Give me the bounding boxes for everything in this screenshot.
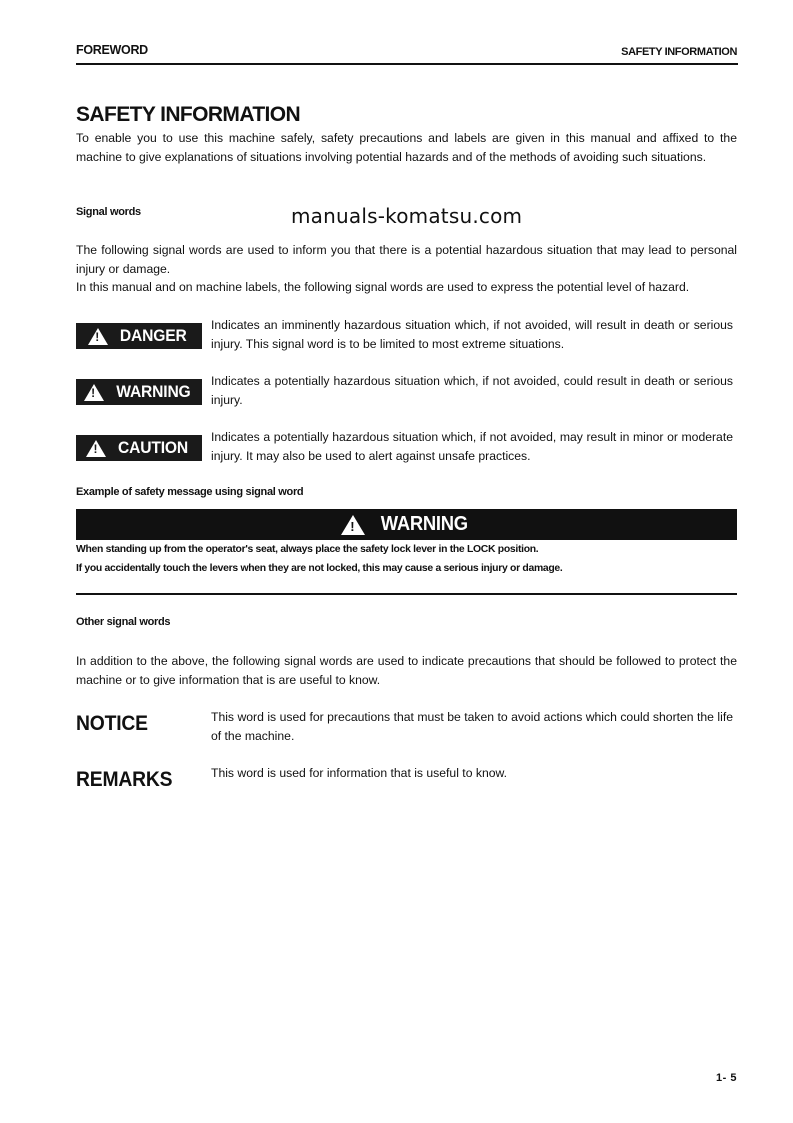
header-chapter-title: SAFETY INFORMATION <box>621 46 737 58</box>
notice-description: This word is used for precautions that must be taken to avoid actions which could shorten the life of the machine. <box>211 710 733 743</box>
danger-label <box>76 323 202 349</box>
warning-label-text: WARNING <box>116 382 191 401</box>
example-message-line-1: When standing up from the operator's seat, always place the safety lock lever in the LOCK position. <box>76 544 539 555</box>
watermark: manuals-komatsu.com <box>291 204 523 228</box>
warning-description: Indicates a potentially hazardous situation which, if not avoided, could result in death or serious injury. <box>211 374 733 407</box>
page-title: SAFETY INFORMATION <box>76 103 301 126</box>
intro-paragraph: To enable you to use this machine safely, safety precautions and labels are given in this manual and affixed to the machine to give explanations of situations involving potential hazards and of the methods of avoiding such situations. <box>76 131 737 164</box>
page-number: 1- 5 <box>716 1072 737 1084</box>
caution-label <box>76 435 202 461</box>
caution-description: Indicates a potentially hazardous situation which, if not avoided, may result in minor or moderate injury. It may also be used to alert against unsafe practices. <box>211 430 733 463</box>
header-rule <box>76 63 738 65</box>
warning-triangle-icon <box>84 384 104 401</box>
signal-words-heading: Signal words <box>76 206 141 218</box>
other-signal-words-heading: Other signal words <box>76 616 171 628</box>
notice-word: NOTICE <box>76 712 148 735</box>
danger-description: Indicates an imminently hazardous situation which, if not avoided, will result in death or serious injury. This signal word is to be limited to most extreme situations. <box>211 318 733 351</box>
warning-triangle-icon <box>88 328 108 345</box>
example-heading: Example of safety message using signal word <box>76 486 304 498</box>
remarks-description: This word is used for information that is useful to know. <box>211 766 508 780</box>
example-rule <box>76 593 737 595</box>
warning-label <box>76 379 202 405</box>
header-section-title: FOREWORD <box>76 43 148 57</box>
other-signal-words-paragraph: In addition to the above, the following signal words are used to indicate precautions that should be followed to protect the machine or to give information that is are useful to know. <box>76 654 737 687</box>
signal-words-paragraph-2: In this manual and on machine labels, the following signal words are used to express the potential level of hazard. <box>76 280 690 294</box>
signal-words-paragraph-1: The following signal words are used to inform you that there is a potential hazardous situation that may lead to personal injury or damage. <box>76 243 737 276</box>
example-message-line-2: If you accidentally touch the levers when they are not locked, this may cause a serious injury or damage. <box>76 563 563 574</box>
example-warning-banner-text: WARNING <box>381 513 468 535</box>
remarks-word: REMARKS <box>76 768 173 791</box>
warning-triangle-icon <box>86 440 106 457</box>
caution-label-text: CAUTION <box>118 438 189 457</box>
warning-triangle-icon <box>341 515 365 535</box>
danger-label-text: DANGER <box>120 326 187 345</box>
example-warning-banner <box>76 509 737 540</box>
